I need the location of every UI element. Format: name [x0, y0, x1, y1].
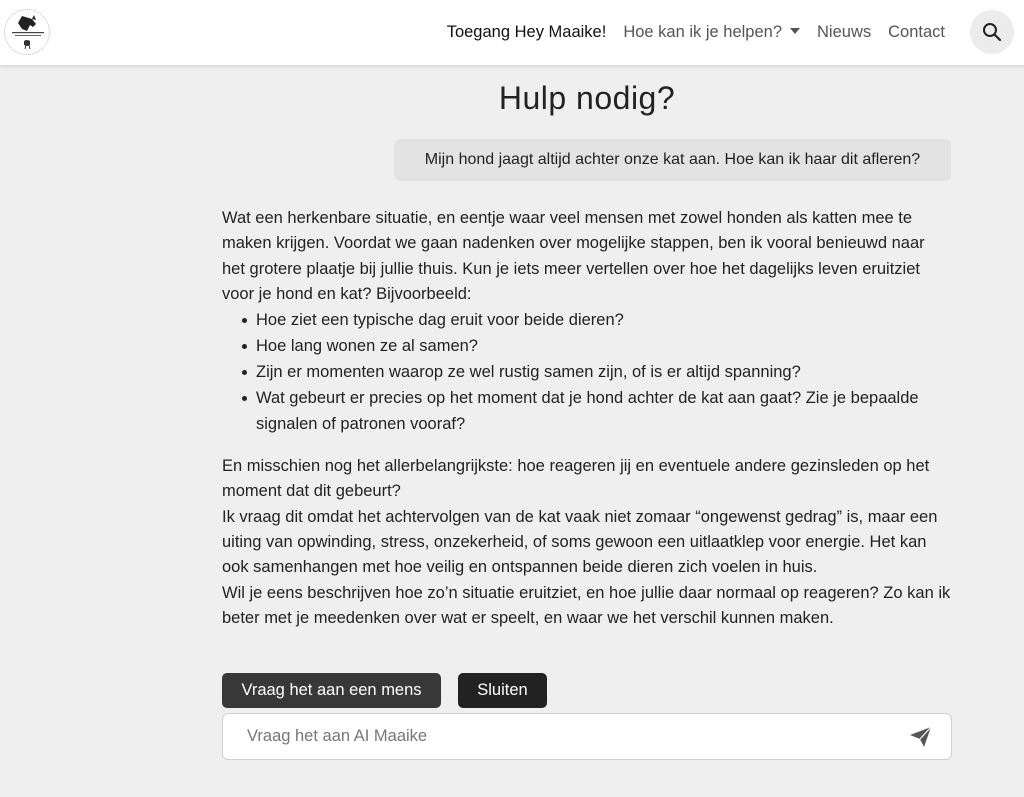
chat-input[interactable] [247, 714, 887, 759]
answer-intro: Wat een herkenbare situatie, en eentje waar veel mensen met zowel honden als katten mee te maken krijgen. Voordat we gaan nadenken over mogelijke stappen, ben ik vooral benieuwd naar het grotere plaatje bij jullie thuis. Kun je iets meer vertellen over hoe het dagelijks leven eruitziet voor je hond en kat? Bijvoorbeeld: [222, 209, 925, 303]
nav-item-contact[interactable]: Contact [888, 22, 945, 41]
chat-input-box [222, 713, 952, 760]
send-icon [909, 726, 933, 748]
chevron-down-icon [790, 28, 800, 34]
main-nav [430, 0, 945, 64]
send-button[interactable] [909, 726, 933, 748]
user-message-text: Mijn hond jaagt altijd achter onze kat aan. Hoe kan ik haar dit afleren? [424, 151, 921, 168]
ask-human-button[interactable]: Vraag het aan een mens [222, 673, 441, 708]
answer-question-list [256, 307, 952, 437]
answer-paragraph-2: Ik vraag dit omdat het achtervolgen van de kat vaak niet zomaar “ongewenst gedrag” is, maar een uiting van opwinding, stress, onzekerheid, of soms gewoon een uitlaatklep voor energie. Het kan ook samenhangen met hoe veilig en ontspannen beide dieren zich voelen in huis. [222, 507, 938, 577]
nav-item-hoe-kan-ik-helpen[interactable] [623, 23, 800, 42]
logo[interactable] [4, 9, 50, 55]
list-item: Zijn er momenten waarop ze wel rustig samen zijn, of is er altijd spanning? [256, 359, 952, 385]
nav-item-hoe-kan-ik-helpen-label: Hoe kan ik je helpen? [623, 22, 783, 41]
nav-item-toegang[interactable]: Toegang Hey Maaike! [446, 22, 607, 41]
nav-item-nieuws[interactable]: Nieuws [817, 22, 872, 41]
search-icon [982, 22, 1002, 42]
answer-paragraph-3: Wil je eens beschrijven hoe zo’n situatie eruitziet, en hoe jullie daar normaal op reageren? Zo kan ik beter met je meedenken over wat er speelt, en waar we het verschil kunnen maken. [222, 583, 951, 627]
search-button[interactable] [970, 10, 1014, 54]
list-item: Wat gebeurt er precies op het moment dat je hond achter de kat aan gaat? Zie je bepaalde signalen of patronen vooraf? [256, 385, 952, 437]
list-item: Hoe ziet een typische dag eruit voor beide dieren? [256, 307, 952, 333]
user-message-bubble [394, 139, 951, 181]
navbar [0, 0, 1024, 66]
logo-image [5, 10, 50, 55]
assistant-answer [222, 206, 952, 631]
answer-paragraph-1: En misschien nog het allerbelangrijkste: hoe reageren jij en eventuele andere gezinsleden op het moment dat dit gebeurt? [222, 457, 930, 501]
page-title: Hulp nodig? [498, 80, 676, 116]
list-item: Hoe lang wonen ze al samen? [256, 333, 952, 359]
close-button[interactable]: Sluiten [458, 673, 547, 708]
